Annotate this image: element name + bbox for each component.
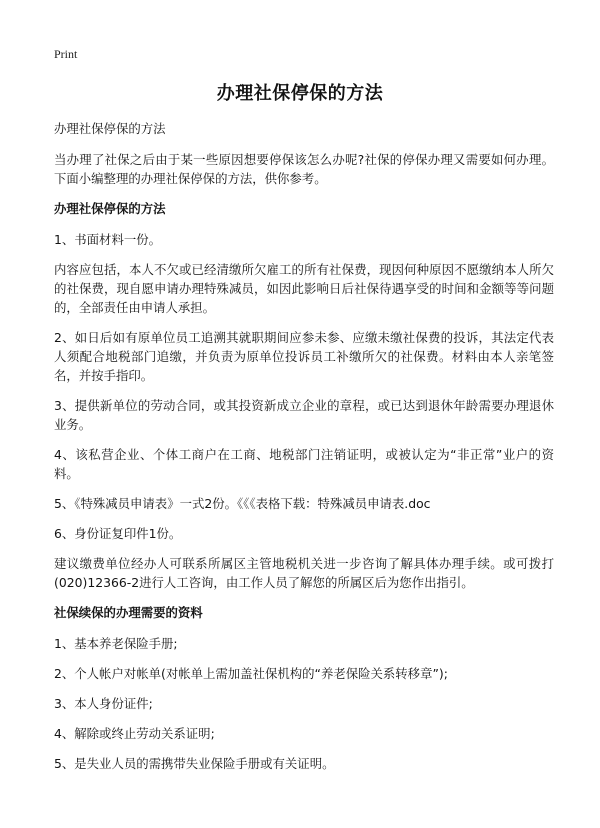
list-item: 1、基本养老保险手册; — [54, 636, 178, 651]
list-item: 4、该私营企业、个体工商户在工商、地税部门注销证明，或被认定为“非正常”业户的资料。 — [54, 447, 554, 481]
list-item: 2、个人帐户对帐单(对帐单上需加盖社保机构的“养老保险关系转移章”); — [54, 666, 448, 681]
list-item: 4、解除或终止劳动关系证明; — [54, 726, 215, 741]
list-item: 内容应包括，本人不欠或已经清缴所欠雇工的所有社保费，现因何种原因不愿缴纳本人所欠的社保费，现自愿申请办理特殊减员，如因此影响日后社保待遇享受的时间和金额等等问题的，全部责任由申请人承担。 — [54, 262, 554, 315]
section-heading-continue-insurance: 社保续保的办理需要的资料 — [54, 605, 203, 620]
list-item: 3、本人身份证件; — [54, 696, 153, 711]
list-item: 建议缴费单位经办人可联系所属区主管地税机关进一步咨询了解具体办理手续。或可拨打(020)12366-2进行人工咨询，由工作人员了解您的所属区后为您作出指引。 — [54, 556, 554, 590]
page-title: 办理社保停保的方法 — [216, 83, 384, 104]
section-heading-stop-insurance: 办理社保停保的方法 — [54, 201, 166, 216]
list-item: 6、身份证复印件1份。 — [54, 526, 182, 541]
list-item: 5、《特殊减员申请表》一式2份。《《《表格下载：特殊减员申请表.doc — [54, 496, 431, 511]
list-item: 5、是失业人员的需携带失业保险手册或有关证明。 — [54, 756, 335, 771]
article-subtitle: 办理社保停保的方法 — [54, 121, 166, 136]
intro-paragraph: 当办理了社保之后由于某一些原因想要停保该怎么办呢?社保的停保办理又需要如何办理。下面小编整理的办理社保停保的方法，供你参考。 — [54, 152, 554, 186]
article-body — [54, 119, 554, 784]
list-item: 3、提供新单位的劳动合同，或其投资新成立企业的章程，或已达到退休年龄需要办理退休业务。 — [54, 398, 554, 432]
list-item: 2、如日后如有原单位员工追溯其就职期间应参未参、应缴未缴社保费的投诉，其法定代表人须配合地税部门追缴，并负责为原单位投诉员工补缴所欠的社保费。材料由本人亲笔签名，并按手指印。 — [54, 330, 554, 383]
list-item: 1、书面材料一份。 — [54, 232, 162, 247]
print-link[interactable]: Print — [54, 47, 78, 61]
